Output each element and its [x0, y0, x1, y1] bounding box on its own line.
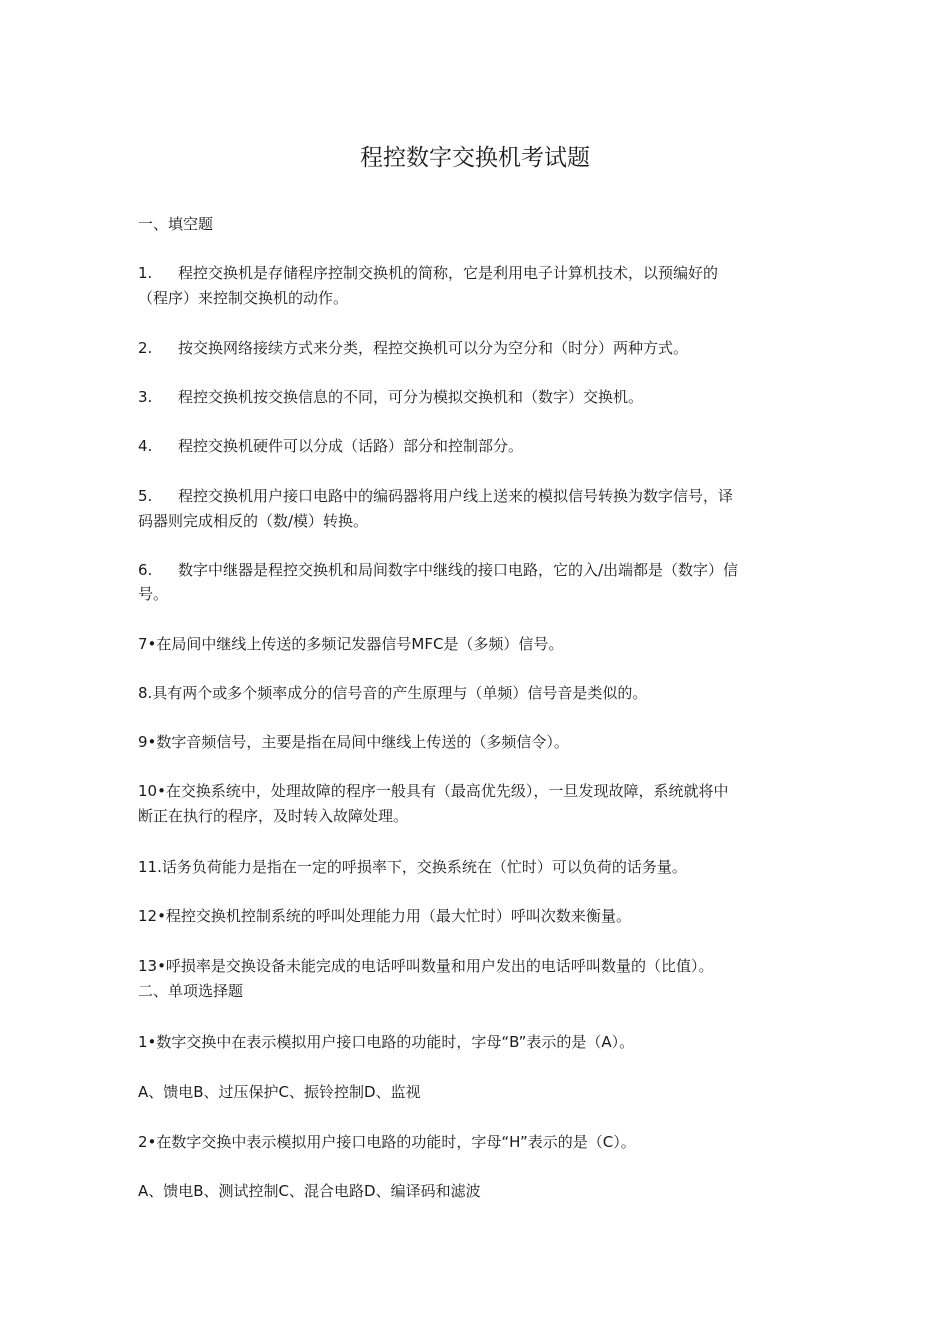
question-text: 程控交换机是存储程序控制交换机的简称，它是利用电子计算机技术，以预编好的 — [178, 264, 719, 282]
section-heading-fill-in: 一、填空题 — [138, 215, 214, 233]
question-12: 12•程控交换机控制系统的呼叫处理能力用（最大忙时）呼叫次数来衡量。 — [138, 907, 631, 925]
question-text-continued: 码器则完成相反的（数/模）转换。 — [138, 512, 369, 530]
section-heading-multiple-choice: 二、单项选择题 — [138, 982, 244, 1000]
question-text: 10•在交换系统中，处理故障的程序一般具有（最高优先级），一旦发现故障，系统就将中 — [138, 782, 729, 800]
choice-question-1: 1•数字交换中在表示模拟用户接口电路的功能时，字母“B”表示的是（A）。 — [138, 1033, 635, 1051]
choice-question-2: 2•在数字交换中表示模拟用户接口电路的功能时，字母“H”表示的是（C）。 — [138, 1133, 636, 1151]
question-13: 13•呼损率是交换设备未能完成的电话呼叫数量和用户发出的电话呼叫数量的（比值）。 — [138, 957, 714, 975]
question-4 — [138, 434, 818, 458]
question-number: 4. — [138, 437, 153, 455]
question-3 — [138, 385, 818, 409]
choice-question-1-options: A、馈电B、过压保护C、振铃控制D、监视 — [138, 1083, 421, 1101]
question-7: 7•在局间中继线上传送的多频记发器信号MFC是（多频）信号。 — [138, 635, 564, 653]
question-number: 5. — [138, 487, 153, 505]
question-number: 6. — [138, 561, 153, 579]
choice-question-2-options: A、馈电B、测试控制C、混合电路D、编译码和滤波 — [138, 1182, 481, 1200]
question-2 — [138, 336, 818, 360]
question-text: 数字中继器是程控交换机和局间数字中继线的接口电路，它的入/出端都是（数字）信 — [178, 561, 739, 579]
question-number: 3. — [138, 388, 153, 406]
question-text-continued: （程序）来控制交换机的动作。 — [138, 289, 349, 307]
question-text: 按交换网络接续方式来分类，程控交换机可以分为空分和（时分）两种方式。 — [178, 339, 689, 357]
question-number: 1. — [138, 264, 153, 282]
question-9: 9•数字音频信号，主要是指在局间中继线上传送的（多频信令）。 — [138, 733, 569, 751]
question-8: 8.具有两个或多个频率成分的信号音的产生原理与（单频）信号音是类似的。 — [138, 684, 648, 702]
question-11: 11.话务负荷能力是指在一定的呼损率下，交换系统在（忙时）可以负荷的话务量。 — [138, 858, 687, 876]
question-number: 2. — [138, 339, 153, 357]
question-text: 程控交换机用户接口电路中的编码器将用户线上送来的模拟信号转换为数字信号，译 — [178, 487, 734, 505]
question-text: 程控交换机硬件可以分成（话路）部分和控制部分。 — [178, 437, 524, 455]
question-text: 程控交换机按交换信息的不同，可分为模拟交换机和（数字）交换机。 — [178, 388, 644, 406]
question-text-continued: 号。 — [138, 585, 169, 603]
page-title: 程控数字交换机考试题 — [360, 145, 590, 171]
question-text-continued: 断正在执行的程序，及时转入故障处理。 — [138, 807, 409, 825]
